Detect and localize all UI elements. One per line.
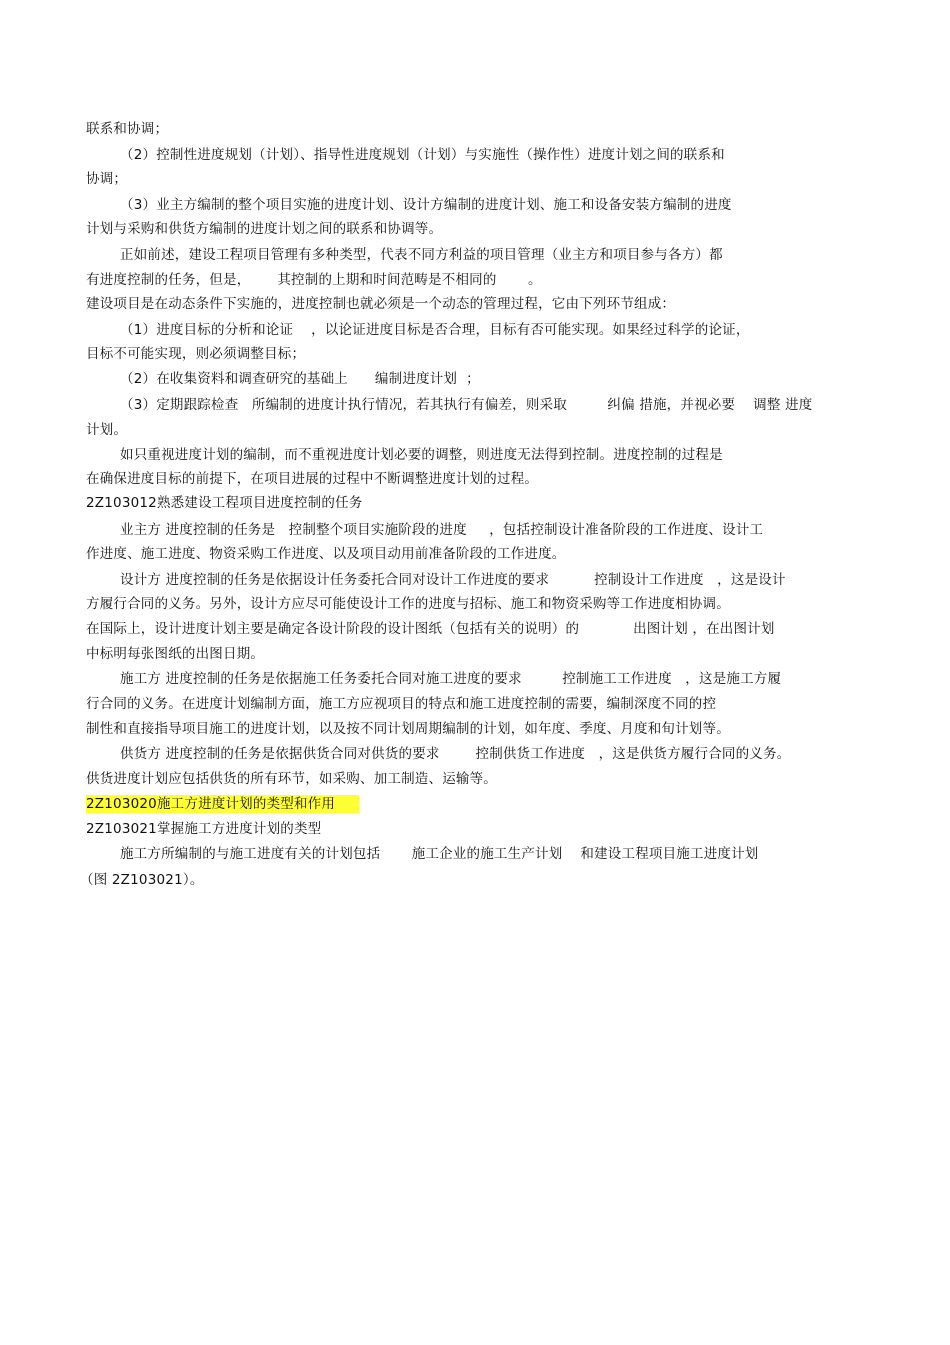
text-line: 在确保进度目标的前提下，在项目进展的过程中不断调整进度计划的过程。	[86, 471, 539, 487]
text-line: 行合同的义务。在进度计划编制方面，施工方应视项目的特点和施工进度控制的需要，编制深度不同的控	[86, 696, 717, 712]
text-line: （2）在收集资料和调查研究的基础上 编制进度计划 ；	[120, 371, 480, 387]
text-line: 中标明每张图纸的出图日期。	[86, 646, 265, 662]
text-line: 有进度控制的任务，但是， 其控制的上期和时间范畴是不相同的 。	[86, 272, 542, 288]
text-line: 在国际上，设计进度计划主要是确定各设计阶段的设计图纸（包括有关的说明）的 出图计划 ，在出图计划	[86, 621, 775, 637]
text-line: （3）业主方编制的整个项目实施的进度计划、设计方编制的进度计划、施工和设备安装方编制的进度	[120, 197, 732, 213]
text-line: （3）定期跟踪检查 所编制的进度计执行情况，若其执行有偏差，则采取 纠偏 措施，并视必要 调整 进度	[120, 397, 813, 413]
section-heading: 2Z103012熟悉建设工程项目进度控制的任务	[86, 495, 363, 511]
text-line: 供货方 进度控制的任务是依据供货合同对供货的要求 控制供货工作进度 ，这是供货方履行合同的义务。	[120, 746, 791, 762]
section-heading: 2Z103021掌握施工方进度计划的类型	[86, 821, 322, 837]
text-line: 方履行合同的义务。另外，设计方应尽可能使设计工作的进度与招标、施工和物资采购等工作进度相协调。	[86, 596, 730, 612]
text-line: 协调；	[86, 171, 128, 187]
text-line: 设计方 进度控制的任务是依据设计任务委托合同对设计工作进度的要求 控制设计工作进度 ，这是设计	[120, 572, 786, 588]
text-line: 如只重视进度计划的编制，而不重视进度计划必要的调整，则进度无法得到控制。进度控制的过程是	[120, 447, 723, 463]
text-line: 目标不可能实现，则必须调整目标；	[86, 346, 306, 362]
text-line: 建设项目是在动态条件下实施的，进度控制也就必须是一个动态的管理过程，它由下列环节组成：	[86, 296, 676, 312]
text-line: 业主方 进度控制的任务是 控制整个项目实施阶段的进度 ，包括控制设计准备阶段的工作进度、设计工	[120, 522, 764, 538]
text-line: （图 2Z103021）。	[80, 872, 204, 888]
text-line: 供货进度计划应包括供货的所有环节，如采购、加工制造、运输等。	[86, 771, 497, 787]
highlight-mark: 2Z103020施工方进度计划的类型和作用	[86, 795, 359, 813]
text-line: 计划与采购和供货方编制的进度计划之间的联系和协调等。	[86, 221, 443, 237]
text-line: 作进度、施工进度、物资采购工作进度、以及项目动用前准备阶段的工作进度。	[86, 546, 566, 562]
text-line: 制性和直接指导项目施工的进度计划，以及按不同计划周期编制的计划，如年度、季度、月度和旬计划等。	[86, 721, 730, 737]
text-line: （2）控制性进度规划（计划）、指导性进度规划（计划）与实施性（操作性）进度计划之间的联系和	[120, 147, 725, 163]
text-line: 施工方所编制的与施工进度有关的计划包括 施工企业的施工生产计划 和建设工程项目施工进度计划	[120, 846, 759, 862]
text-line: 正如前述，建设工程项目管理有多种类型，代表不同方利益的项目管理（业主方和项目参与各方）都	[120, 247, 723, 263]
text-line: （1）进度目标的分析和论证 ，以论证进度目标是否合理，目标有否可能实现。如果经过科学的论证，	[120, 322, 750, 338]
text-line: 联系和协调；	[86, 121, 169, 137]
highlighted-heading	[86, 795, 359, 813]
text-line: 施工方 进度控制的任务是依据施工任务委托合同对施工进度的要求 控制施工工作进度 ，这是施工方履	[120, 671, 782, 687]
text-line: 计划。	[86, 422, 128, 438]
